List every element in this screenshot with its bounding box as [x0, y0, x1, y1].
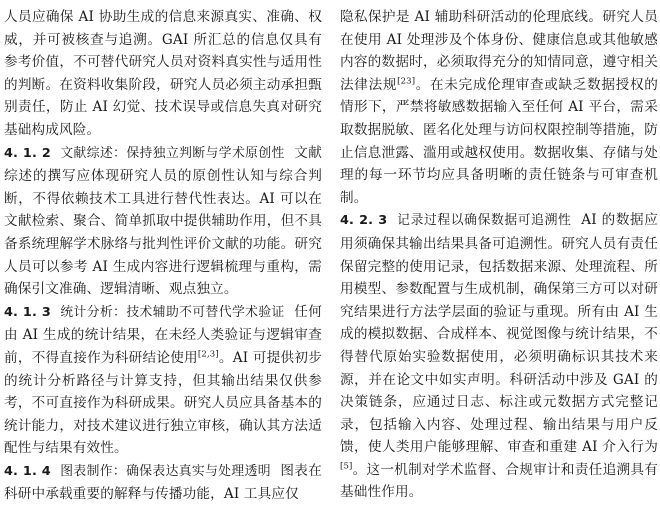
citation-ref: [5]: [340, 461, 353, 472]
section-title: 图表制作：确保表达真实与处理透明: [60, 463, 271, 479]
section-text-cont: 。这一机制对学术监督、合规审计和责任追溯具有基础性作用。: [340, 461, 658, 501]
paragraph-data-source: 人员应确保 AI 协助生成的信息来源真实、准确、权威，并可被核查与追溯。GAI 所汇总的信息仅具有参考价值，不可替代研究人员对资料真实性与适用性的判断。在资料收集阶段，研究人员必须主动承担甄别责任，防止 AI 幻觉、技术误导或信息失真对研究基础构成风险。: [4, 9, 322, 138]
section-4-2-3: [340, 209, 658, 504]
left-column: [4, 6, 322, 506]
section-4-1-2: [4, 142, 322, 301]
section-text: 文献综述的撰写应体现研究人员的原创性认知与综合判断，不得依赖技术工具进行替代性表达。AI 可以在文献检索、聚合、简单抓取中提供辅助作用，但不具备系统理解学术脉络与批判性评价文献的功能。研究人员可以参考 AI 生成内容进行逻辑梳理与重构，需确保引文准确、逻辑清晰、观点独立。: [4, 144, 322, 298]
section-4-1-4: [4, 460, 322, 506]
paragraph-privacy: [340, 6, 658, 209]
section-number: 4. 2. 3: [340, 213, 388, 229]
paragraph-text-cont: 。在未完成伦理审查或缺乏数据授权的情形下，严禁将敏感数据输入至任何 AI 平台，需采取数据脱敏、匿名化处理与访问权限控制等措施，防止信息泄露、滥用或越权使用。数据收集、存储与处理的每一环节均应具备明晰的责任链条与可审查机制。: [340, 76, 658, 206]
section-text: 任何由 AI 生成的统计结果，在未经人类验证与逻辑审查前，不得直接作为科研结论使用: [4, 303, 322, 366]
right-column: [340, 6, 658, 504]
section-text-cont: 。AI 可提供初步的统计分析路径与计算支持，但其输出结果仅供参考，不可直接作为科研成果。研究人员应具备基本的统计能力，对技术建议进行独立审核，确认其方法适配性与结果有效性。: [4, 349, 322, 457]
citation-ref: [2,3]: [197, 349, 219, 360]
section-title: 统计分析：技术辅助不可替代学术验证: [60, 304, 285, 320]
paragraph-text: 隐私保护是 AI 辅助科研活动的伦理底线。研究人员在使用 AI 处理涉及个体身份、健康信息或其他敏感内容的数据时，必须取得充分的知情同意，遵守相关法律法规: [340, 9, 658, 93]
section-number: 4. 1. 4: [4, 463, 51, 479]
section-title: 记录过程以确保数据可追溯性: [397, 213, 572, 229]
section-number: 4. 1. 3: [4, 304, 51, 320]
section-number: 4. 1. 2: [4, 145, 51, 161]
citation-ref: [23]: [397, 76, 416, 87]
section-text: AI 的数据应用须确保其输出结果具备可追溯性。研究人员有责任保留完整的使用记录，包括数据来源、处理流程、所用模型、参数配置与生成机制，确保第三方可以对研究结果进行方法学层面的验证与重现。所有由 AI 生成的模拟数据、合成样本、视觉图像与统计结果，不得替代原始实验数据使用，必须明确标识其技术来源，并在论文中如实声明。科研活动中涉及 GAI 的决策链条，应通过日志、标注或元数据方式完整记录，包括输入内容、处理过程、输出结果与用户反馈，使人类用户能够理解、审查和重建 AI 介入行为: [340, 212, 658, 456]
section-title: 文献综述：保持独立判断与学术原创性: [60, 145, 285, 161]
section-4-1-3: [4, 301, 322, 460]
section-text: 图表在科研中承载重要的解释与传播功能，AI 工具应仅: [4, 462, 322, 503]
